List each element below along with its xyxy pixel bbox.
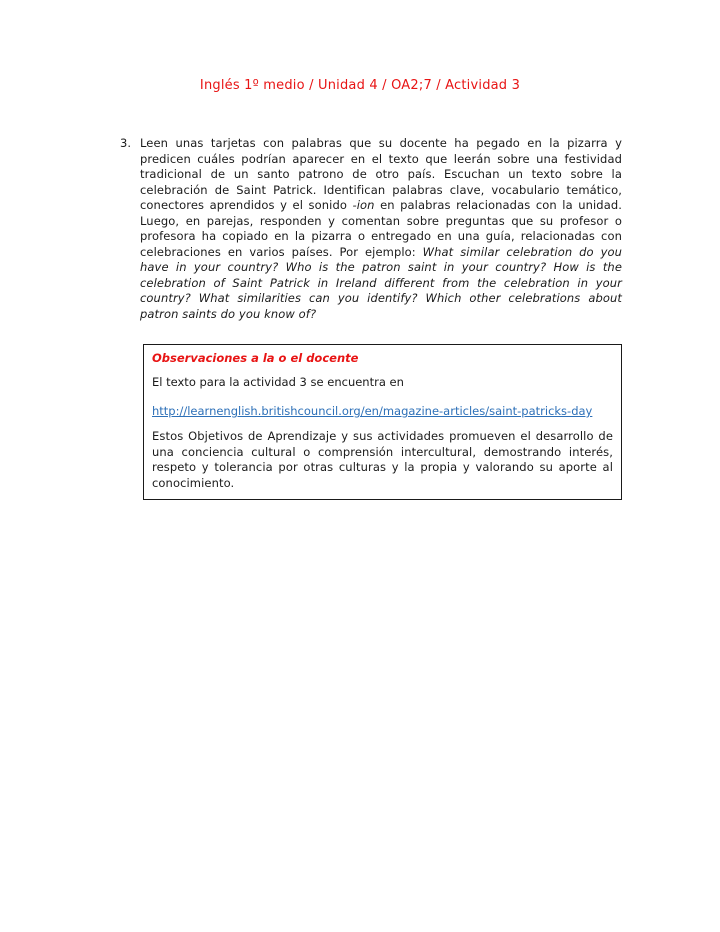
note-body-text: Estos Objetivos de Aprendizaje y sus actividades promueven el desarrollo de una conciencia cultural o comprensión intercultural, demostrando interés, respeto y tolerancia por otras culturas y la propia y valorando su aporte al conocimiento.: [152, 429, 613, 490]
resource-link[interactable]: http://learnenglish.britishcouncil.org/en/magazine-articles/saint-patricks-day: [152, 404, 593, 418]
teacher-note-box: [143, 344, 622, 500]
note-intro-text: El texto para la actividad 3 se encuentra en: [152, 375, 404, 389]
activity-item: [120, 136, 622, 322]
activity-description: Leen unas tarjetas con palabras que su docente ha pegado en la pizarra y predicen cuáles podrían aparecer en el texto que leerán sobre una festividad tradicional de un santo patrono de otro país. Escuchan un texto sobre la celebración de Saint Patrick. Identifican palabras clave, vocabulario temático, conectores aprendidos y el sonido -ion en palabras relacionadas con la unidad. Luego, en parejas, responden y comentan sobre preguntas que su profesor o profesora ha copiado en la pizarra o entregado en una guía, relacionadas con celebraciones en varios países. Por ejemplo: What similar celebration do you have in your country? Who is the patron saint in your country? How is the celebration of Saint Patrick in Ireland different from the celebration in your country? What similarities can you identify? Which other celebrations about patron saints do you know of?: [140, 136, 623, 321]
page-title: Inglés 1º medio / Unidad 4 / OA2;7 / Actividad 3: [199, 78, 521, 93]
note-heading: Observaciones a la o el docente: [152, 351, 359, 365]
activity-number: 3.: [120, 136, 131, 150]
